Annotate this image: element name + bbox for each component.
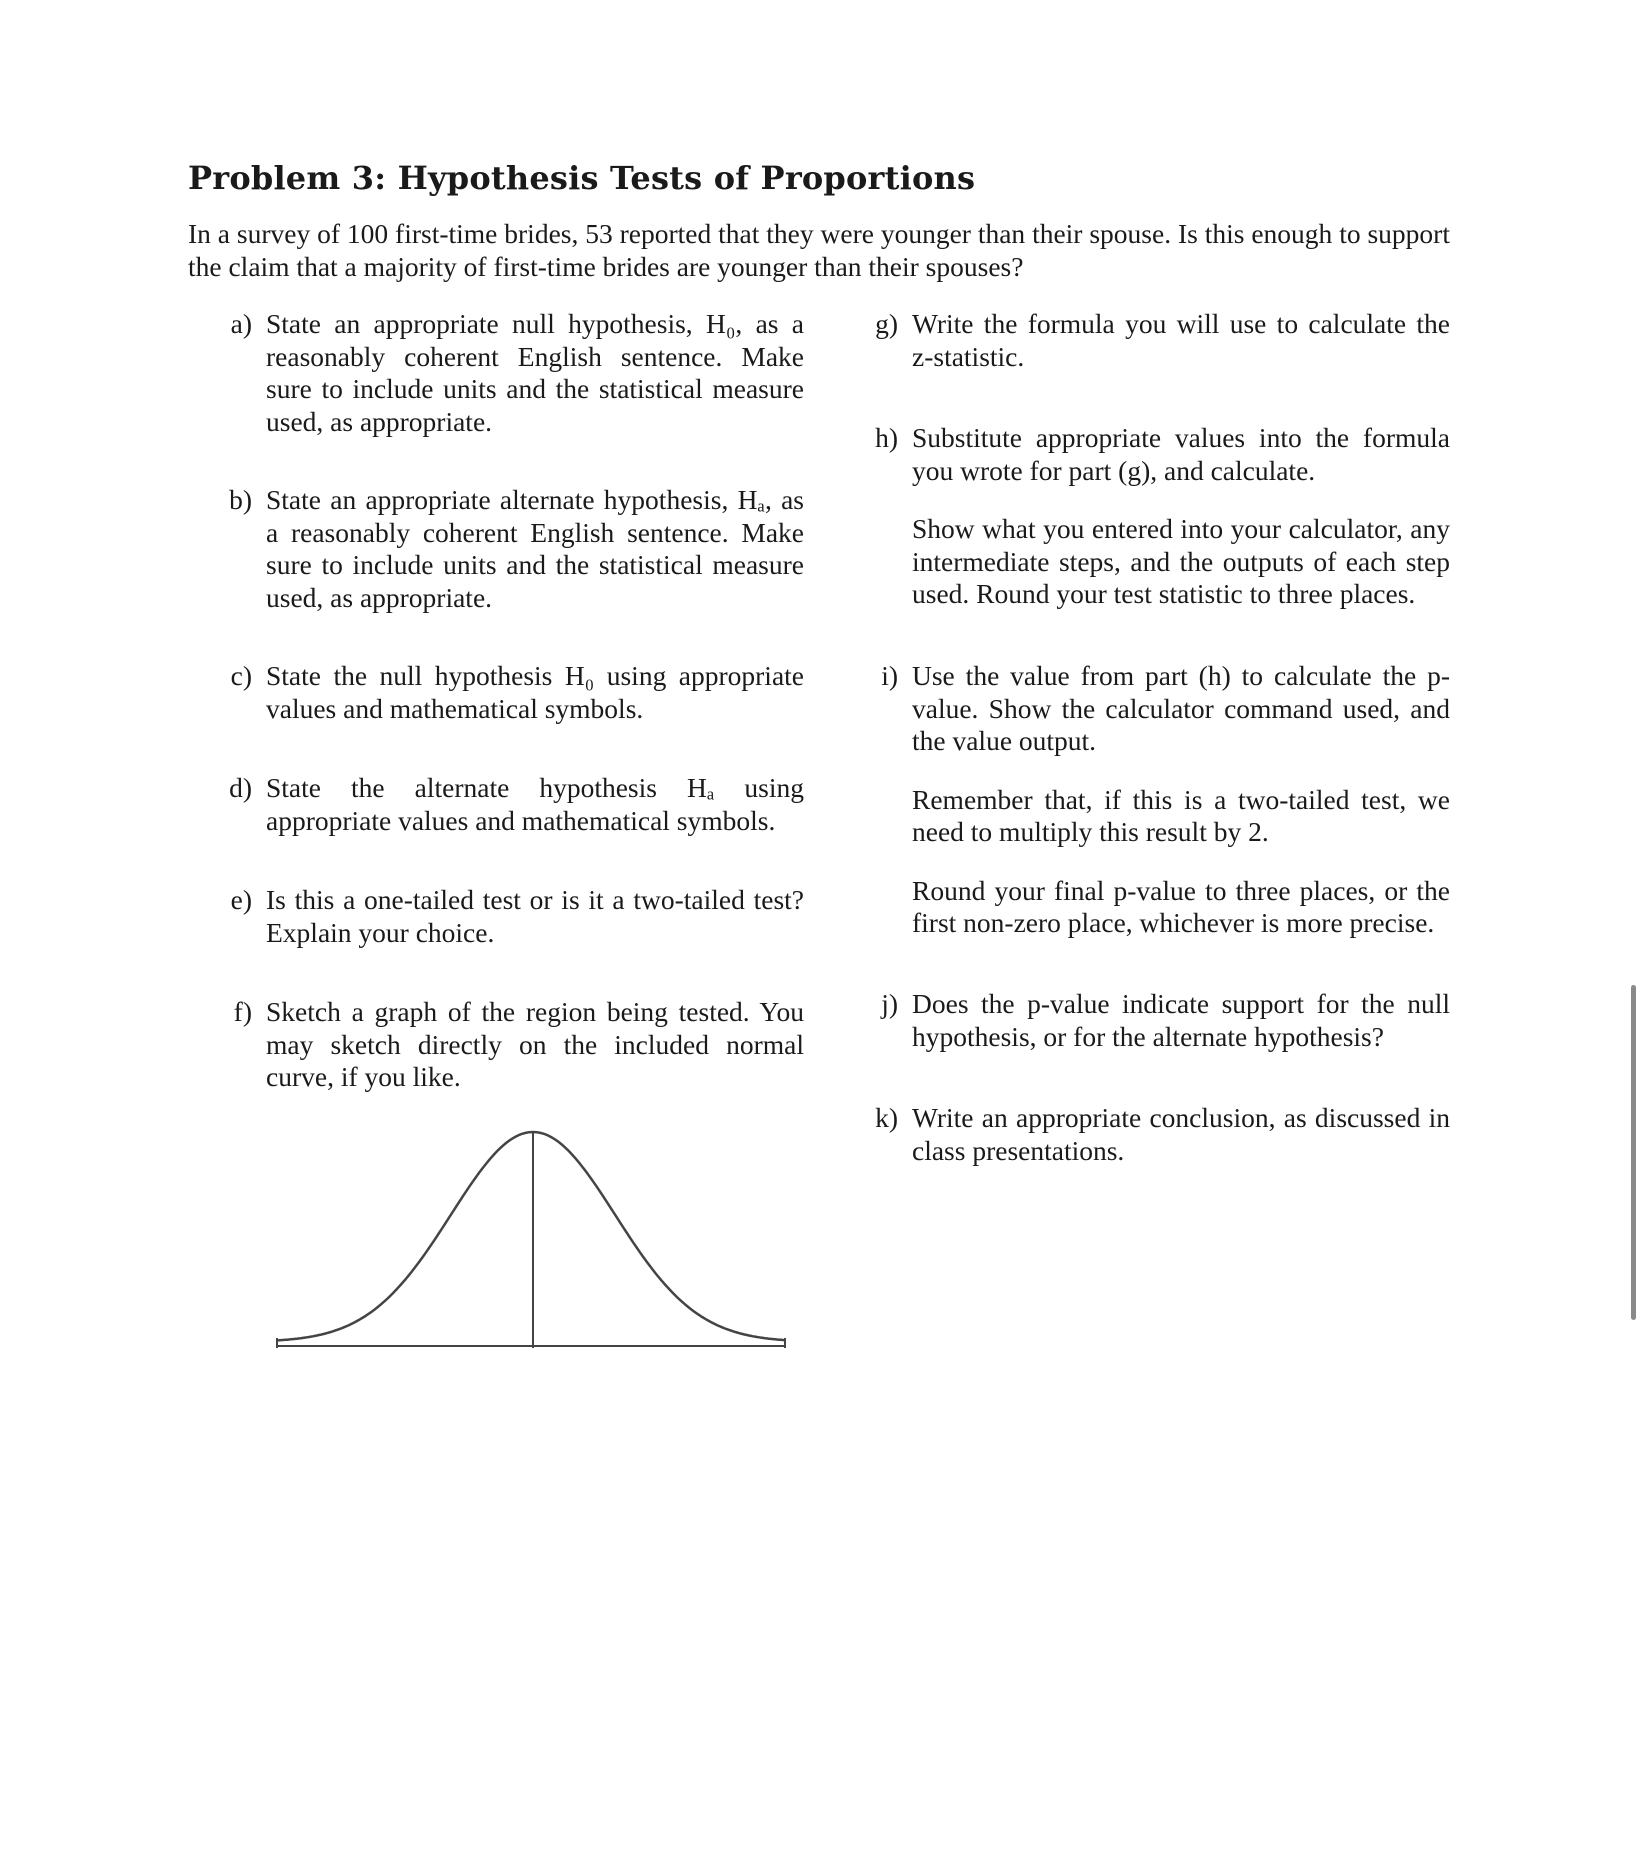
question-paragraph: Remember that, if this is a two-tailed test, we need to multiply this result by 2.: [912, 783, 1450, 847]
question-label: b): [229, 484, 252, 515]
question-label: c): [230, 660, 252, 691]
question-paragraph: Use the value from part (h) to calculate the p-value. Show the calculator command used, and the value output.: [912, 660, 1450, 756]
question-label: e): [230, 884, 252, 915]
question-label: a): [230, 308, 252, 339]
question-text: State the null hypothesis H₀ using appropriate values and mathematical symbols.: [266, 660, 804, 724]
question-label: i): [881, 660, 898, 691]
question-text: State the alternate hypothesis Hₐ using appropriate values and mathematical symbols.: [266, 772, 804, 836]
question-label: k): [875, 1102, 898, 1133]
vertical-scrollbar[interactable]: [1631, 985, 1636, 1320]
question-text: Is this a one-tailed test or is it a two-tailed test? Explain your choice.: [266, 884, 804, 948]
problem-title: Problem 3: Hypothesis Tests of Proportions: [188, 159, 976, 197]
question-paragraph: Show what you entered into your calculator, any intermediate steps, and the outputs of each step used. Round your test statistic to three places.: [912, 513, 1450, 609]
question-paragraph: Write an appropriate conclusion, as discussed in class presentations.: [912, 1102, 1450, 1166]
question-paragraph: Round your final p-value to three places, or the first non-zero place, whichever is more precise.: [912, 874, 1450, 938]
question-paragraph: Substitute appropriate values into the formula you wrote for part (g), and calculate.: [912, 422, 1450, 486]
problem-intro: In a survey of 100 first-time brides, 53 reported that they were younger than their spouse. Is this enough to support the claim that a majority of first-time brides are younger than their spouses?: [188, 218, 1450, 282]
question-text: State an appropriate null hypothesis, H₀, as a reasonably coherent English sentence. Make sure to include units and the statistical measure used, as appropriate.: [266, 308, 804, 437]
question-paragraph: Write the formula you will use to calculate the z-statistic.: [912, 308, 1450, 372]
question-label: d): [229, 772, 252, 803]
normal-curve-line: [277, 1132, 785, 1340]
question-text: State an appropriate alternate hypothesis, Hₐ, as a reasonably coherent English sentence. Make sure to include units and the statistical measure used, as appropriate.: [266, 484, 804, 613]
question-label: g): [875, 308, 898, 339]
question-label: h): [875, 422, 898, 453]
question-label: j): [881, 988, 898, 1019]
question-label: f): [233, 996, 252, 1027]
question-text: Sketch a graph of the region being tested. You may sketch directly on the included normal curve, if you like.: [266, 996, 804, 1092]
question-paragraph: Does the p-value indicate support for the null hypothesis, or for the alternate hypothesis?: [912, 988, 1450, 1052]
